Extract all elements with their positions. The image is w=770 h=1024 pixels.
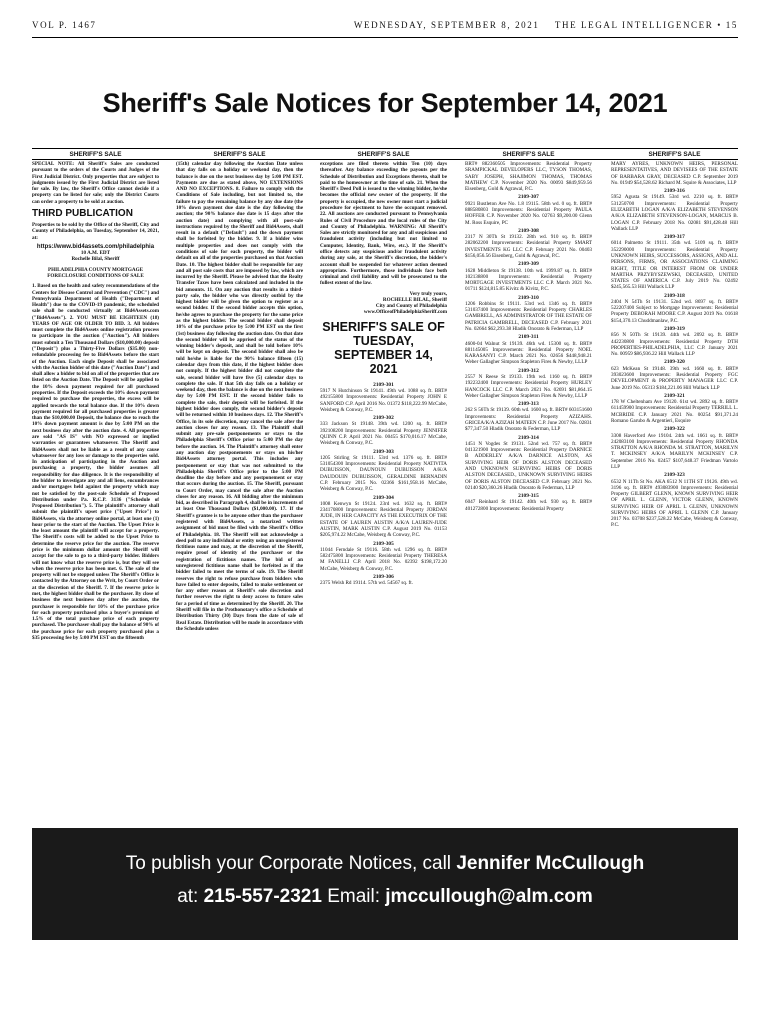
lot-continuation: MARY AYRES, UNKNOWN HEIRS, PERSONAL REPRESENTATIVES, AND DEVISEES OF THE ESTATE OF BARBARA GRAY, DECEASED C.P. September 2019 No. 01949 $54,528.62 Richard M. Squire & Associates, LLP [611, 161, 738, 186]
volume-label: VOL P. 1467 [32, 20, 97, 30]
lot-number: 2109-315 [518, 493, 539, 500]
lot-list-5 [611, 188, 738, 529]
lot-number: 2109-313 [518, 401, 539, 408]
lot-description: 623 McKean St 19148. 39th wd. 1660 sq. ft. BRT# 393023600 Improvements: Residential Property FGC DEVELOPMENT & PROPERTY MANAGER LLC C.P. June 2019 No. 05313 $184,221.06 Hill Wallack LLP [611, 365, 738, 391]
column-header-1: SHERIFF'S SALE [69, 151, 122, 158]
column-header-2: SHERIFF'S SALE [213, 151, 266, 158]
lot-number: 2109-323 [664, 472, 685, 479]
special-note: SPECIAL NOTE: All Sheriff's Sales are conducted pursuant to the orders of the Courts and Judges of the First Judicial District. Only properties that are subject to judgments issued by the First Judicial District are listed for sale. By law, the Sheriff's Office cannot decide if a property can be listed for sale; only the District Courts can order a property to be sold at auction. [32, 161, 159, 205]
lot-list-3 [320, 382, 447, 587]
advertisement-banner [32, 828, 738, 940]
column-2 [176, 161, 303, 809]
auction-url[interactable]: https://www.bid4assets.com/philadelphia [36, 243, 155, 250]
lot-description: 2317 N 30Th St 19132. 28th wd. 910 sq. ft. BRT# 282062200 Improvements: Residential Property SMART INVESTMENTS KG LLC C.P. February 2021 No. 00403 $156,056.56 Eisenberg, Gold & Agrawal, P.C. [465, 234, 592, 259]
lot-description: 1008 Kenwyn St 19124. 23rd wd. 1632 sq. ft. BRT# 234170800 Improvements: Residential Property JORDAN JUDE, IN HER CAPACITY AS THE EXECUTRIX OF THE ESTATE OF LAUREN AUSTIN A/K/A LAUREN-JUDE AUSTIN, MARK AUSTIN C.P. August 2019 No. 01153 $205,974.22 McCabe, Weisberg & Conway, P.C. [320, 500, 447, 539]
conditions-title: PHILADELPHIA COUNTY MORTGAGE FORECLOSURE CONDITIONS OF SALE [47, 266, 144, 279]
lot-description: 2557 N Reese St 19133. 19th wd. 1160 sq. ft. BRT# 192232400 Improvements: Residential Property HURLEY HANCOCK LLC C.P. March 2021 No. 02691 $81,864.15 Weber Gallagher Simpson Stapleton Fires & Newby, LLLP [465, 374, 592, 399]
banner-prefix: To publish your Corporate Notices, call [125, 853, 457, 874]
signoff-2: ROCHELLE BILAL, Sheriff [382, 296, 447, 303]
lot-number: 2109-304 [373, 494, 394, 501]
lot-description: 6532 N 11Th St No. AKA 6512 N 11TH ST 19126. 49th wd. 3196 sq. ft. BRT# 493083900 Improvements: Residential Property GILBERT GLENN, KNOWN SURVIVING HEIR OF APRIL L. GLENN, VICTOR GLENN, KNOWN SURVIVING HEIR OF APRIL L GLENN, UNKNOWN SURVIVING HEIRS OF APRIL L GLENN C.P. January 2017 No. 03708 $237,528.22 McCabe, Weisberg & Conway, P.C. [611, 478, 738, 529]
third-publication-heading: THIRD PUBLICATION [32, 207, 133, 219]
lot-description: 1205 Stirling St 19111. 53rd wd. 1376 sq. ft. BRT# 531054300 Improvements: Residential Property NATIVITA DUBUISSON, DAUNOUN DUBUISSON A/K/A DAUDOUIN DUBUISSON, GERALDINE BERNADIN C.P. February 2015 No. 02366 $161,958.16 McCabe, Weisberg & Conway, P.C. [320, 454, 447, 493]
column-header-rule-top [32, 148, 738, 149]
column-5 [611, 161, 738, 809]
lot-number: 2109-302 [373, 415, 394, 422]
banner-at: at: [177, 886, 204, 907]
lot-description: 1206 Robbins St 19111. 53rd wd. 1346 sq. ft. BRT# 531037400 Improvements: Residential Property CHARLES GAMBRELL, AS ADMINISTRATOR OF THE ESTATE OF PATRICIA GAMBRELL, DECEASED C.P. February 2021 No. 02664 $62,293.38 Hladik Onorato & Federman, LLP [465, 300, 592, 333]
lot-description: 4600-04 Walnut St 19139. 46th wd. 15300 sq. ft. BRT# 881145005 Improvements: Residential Property NOEL KARASANYI C.P. March 2021 No. 02656 $448,948.21 Weber Gallagher Simpson Stapleton Fires & Newby, LLLP [465, 340, 592, 366]
lot-list-4 [465, 194, 592, 512]
conditions-body: 1. Based on the health and safety recommendations of the Centers for Disease Control and Prevention ("CDC") and Pennsylvania Department of Health ("Department of Health") due to the COVID-19 pandemic, the scheduled sale shall be conducted virtually at Bid4Assets.com ("Bid4Assets"). 2. YOU MUST BE EIGHTEEN (18) YEARS OF AGE OR OLDER TO BID. 3. All bidders must complete the Bid4Assets online registration process to participate in the auction ("Auction"). All bidders must submit a Ten Thousand Dollars ($10,000.00) deposit ("Deposit") plus a Thirty-Five Dollars ($35.00) non-refundable processing fee to Bid4Assets before the start of the Auction. Each single Deposit shall be associated with the Auction bidder of this date ("Auction Date") and shall allow a bidder to bid on all of the properties that are listed on the Auction Date. The Deposit will be applied to the 10% down payment required for all purchased properties. If the Deposit exceeds the 10% down payment required to purchase the properties, the excess will be applied towards the total balance due. If the 10% down payment required for all purchased properties is greater than the $10,000.00 Deposit, the balance due to reach the 10% down payment amount is due by 5:00 PM on the next business day after the auction date. 4. All properties are sold "AS IS" with NO expressed or implied warranties or guarantees whatsoever. The Sheriff and Bid4Assets shall not be liable as a result of any cause whatsoever for any loss or damage to the properties sold. In anticipation of participating in the Auction and purchasing a property, the bidder assumes all responsibility for due diligence. It is the responsibility of the bidder to investigate any and all liens, encumbrances and/or mortgages held against the property which may not be satisfied by the post-sale Schedule of Proposed Distribution under Pa. R.C.P. 3136 ("Schedule of Proposed Distribution"). 5. The plaintiff's attorney shall submit the plaintiff's upset price ("Upset Price") to Bid4Assets, via the attorney online portal, at least one (1) hour prior to the start of the Auction. The Upset Price is the least amount the plaintiff will accept for a property. The Sheriff's costs will be added to the Upset Price to determine the reserve price for the auction. The reserve price is the minimum dollar amount the Sheriff will accept for the sale to go to a third-party bidder. Bidders will not know what the reserve price is, but they will see when the reserve price has been met. 6. The sale of the property will not be stopped unless The Sheriff's Office is contacted by the Attorney on the Writ, by Court Order or at the discretion of the Sheriff. 7. If the reserve price is met, the highest bidder shall be the purchaser. By close of business the next business day after the auction, the purchaser is responsible for 10% of the purchase price for each property purchased plus a buyer's premium of 1.5% of the total purchase price of each property purchased. The purchaser shall pay the balance of 90% of the purchase price for each property purchased plus a $35 processing fee by 5:00 PM EST on the fifteenth [32, 283, 159, 641]
third-publication-text: Properties to be sold by the Office of the Sheriff, City and County of Philadelphia, on Tuesday, September 14, 2021, at: [32, 221, 159, 241]
lot-description: 3308 Haverford Ave 19104. 24th wd. 1661 sq. ft. BRT# 242083100 Improvements: Residential Property RHONDA STRATTON A/K/A RHONDA M. STRATTON, MARILYN T. MCKINSEY A/K/A MARILYN MCKINSEY C.P. September 2016 No. 02457 $107,648.37 Friedman Vartolo LLP [611, 432, 738, 470]
column-1 [32, 161, 159, 809]
lot-description: 5917 N Hutchinson St 19141. 49th wd. 1088 sq. ft. BRT# 492155800 Improvements: Residential Property JOHN E SANFORD C.P. April 2016 No. 01372 $118,222.99 McCabe, Weisberg & Conway, P.C. [320, 388, 447, 413]
contact-phone[interactable]: 215-557-2321 [203, 886, 322, 907]
lot-number: 2109-301 [373, 381, 394, 388]
sale-date-heading: SHERIFF'S SALE OF TUESDAY, SEPTEMBER 14, 2021 [322, 319, 445, 376]
lot-number: 2109-311 [518, 334, 539, 341]
conditions-continued: (15th) calendar day following the Auction Date unless that day falls on a holiday or weekend day, then the balance is due on the next business day by 5:00 PM EST. Payments are due as stated above, NO EXTENSIONS AND NO EXCEPTIONS. 8. Failure to comply with the Conditions of Sale including, but not limited to, the failure to pay the remaining balance by any due date (the 10% down payment due date is the day following the auction; the 90% balance due date is 15 days after the auction date) and complying with all post-sale instructions required by the Sheriff and Bid4Assets, shall result in a default ("Default") and the down payment shall be forfeited by the bidder. 9. If a bidder wins multiple properties and does not comply with the conditions of sale for each property, the bidder will default on all of the properties purchased on that Auction Date. 10. The highest bidder shall be responsible for any and all post sale costs that are imposed by law, which are incurred by the Sheriff. Please be advised that the Realty Transfer Taxes have been calculated and included in the bid amounts. 11. On any auction that results in a third-party sale, the bidder who was directly outbid by the highest bidder will be given the option to register as a second bidder. If the second bidder accepts this option, he/she agrees to purchase the property for the same price as the highest bidder. The second bidder shall deposit 10% of the purchase price by 5:00 PM EST on the first (1st) business day following the auction date. On that date the second bidder will be apprised of the status of the winning bidder's deposit, and shall be told before 10% will be kept on deposit. The second bidder shall also be told he/she is liable for the 90% balance fifteen (15) calendar days from this date, if the highest bidder does not comply. If the highest bidder did not complete the sale, second bidder will have five (5) calendar days to complete the sale. If that 5th day falls on a holiday or weekend day, then the balance is due on the next business day by 5:00 PM EST. If the second bidder fails to complete the sale, their deposit will be forfeited. If the highest bidder does comply, the second bidder's deposit will be returned within 10 business days. 12. The Sheriff's Office, in its sole discretion, may cancel the sale after the auction closes for any reason. 13. The Plaintiff shall submit any pre-sale postponements or stays to the Philadelphia Sheriff's Office prior to 5:00 PM the day before the auction. 14. The Plaintiff's attorney shall enter any auction day postponements or stays on his/her Bid4Assets attorney portal. This includes any postponement or stay that was not submitted to the Philadelphia Sheriff's Office prior to the 5:00 PM deadline the day before and any postponement or stay that occurs during the auction. 15. The Sheriff, pursuant to Court Order, may cancel the sale after the Auction closes for any reason. 16. All bidding after the minimum bid, as described in Paragraph 4, shall be in increments of at least One Thousand Dollars ($1,000.00). 17. If the Sheriff's grantee is to be anyone other than the purchaser registered with Bid4Assets, a notarized written assignment of bid must be filed with the Sheriff's Office of Philadelphia. 18. The Sheriff will not acknowledge a deed poll to any individual or entity using an unregistered fictitious name and may, at the discretion of the Sheriff, require proof of identity of the purchaser or the registration of fictitious names. The bid of an unregistered fictitious name shall be forfeited as if the bidder failed to meet the terms of sale. 19. The Sheriff reserves the right to refuse purchase from bidders who have failed to enter deposits, failed to make settlement or for any other reason at Sheriff's sole discretion and further reserves the right to deny access to future sales for a period of time as determined by the Sheriff. 20. The Sheriff will file in the Prothonotary's office a Schedule of Distribution Thirty (30) Days from the date of sale of Real Estate. Distribution will be made in accordance with the Schedule unless [176, 161, 303, 632]
paper-name: THE LEGAL INTELLIGENCER • 15 [554, 20, 738, 30]
lot-number: 2109-306 [373, 573, 394, 580]
lot-number: 2109-316 [664, 188, 685, 195]
lot-description: 6014 Palmetto St 19111. 35th wd. 5109 sq. ft. BRT# 352290000 Improvements: Residential Property UNKNOWN HEIRS, SUCCESSORS, ASSIGNS, AND ALL PERSONS, FIRMS, OR ASSOCIATIONS CLAIMING RIGHT, TITLE OR INTEREST FROM OR UNDER MARTHA PRZYBYSZEWSKI, DECEASED, UNITED STATES OF AMERICA C.P. July 2019 No. 02492 $245,565.53 Hill Wallack LLP [611, 240, 738, 291]
page-title: Sheriff's Sale Notices for September 14, 2021 [102, 88, 668, 118]
lot-number: 2109-305 [373, 540, 394, 547]
banner-line-2 [32, 886, 738, 908]
lot-number: 2109-309 [518, 261, 539, 268]
lot-number: 2109-320 [664, 359, 685, 366]
lot-number: 2109-310 [518, 294, 539, 301]
lot-number: 2109-322 [664, 426, 685, 433]
signoff-1: Very truly yours, [409, 290, 447, 297]
column-header-4: SHERIFF'S SALE [502, 151, 555, 158]
lot-description: 2375 Welsh Rd 19114. 57th wd. 54567 sq. ft. [320, 580, 413, 587]
column-4 [465, 161, 592, 809]
lot-number: 2109-317 [664, 234, 685, 241]
lot-number: 2109-314 [518, 434, 539, 441]
signoff-3: City and County of Philadelphia [375, 303, 447, 310]
lot-number: 2109-321 [664, 392, 685, 399]
column-header-rule-bottom [32, 159, 738, 160]
column-header-5: SHERIFF'S SALE [648, 151, 701, 158]
lot-description: 178 W Cheltenham Ave 19120. 61st wd. 2892 sq. ft. BRT# 611459900 Improvements: Residential Property TERRILL L. MCBRIDE C.P. January 2021 No. 00254 $91,371.24 Romano Garubo & Argentieri, Esquire [611, 399, 738, 424]
lot-description: 856 N 50Th St 19139. 44th wd. 2092 sq. ft. BRT# 442230800 Improvements: Residential Property DTH PROPERTIES-PHILADELPHIA, LLC C.P. January 2021 No. 00959 $86,936.22 Hill Wallack LLP [611, 332, 738, 358]
column-3 [320, 161, 447, 809]
issue-date: WEDNESDAY, SEPTEMBER 8, 2021 [353, 20, 540, 30]
lot-number: 2109-307 [518, 194, 539, 201]
lot-description: 2404 N 54Th St 19131. 52nd wd. 8697 sq. ft. BRT# 522207400 Subject to Mortgage Improvements: Residential Property DEBORAH MOORE C.P. August 2019 No. 01618 $154,370.13 Chuddmanlaw, P.C. [611, 298, 738, 324]
lot-description: 5952 Agusta St 19149. 53rd wd. 2210 sq. ft. BRT# 531250700 Improvements: Residential Property ELIZABETH LOGAN A/K/A ELIZABETH STEVENSON A/K/A ELIZABETH STEVENSON-LOGAN, MARCUS B. LOGAN C.P. February 2018 No. 02081 $91,428.48 Hill Wallack LLP [611, 194, 738, 232]
lot-description: 333 Jackson St 19148. 39th wd. 1200 sq. ft. BRT# 392108200 Improvements: Residential Property JENNIFER QUINN C.P. April 2021 No. 00455 $170,016.17 McCabe, Weisberg & Conway, P.C. [320, 421, 447, 447]
signoff-4: www.OfficeofPhiladelphiaSheriff.com [363, 309, 447, 316]
header-rule [32, 37, 738, 38]
conditions-end: exceptions are filed thereto within Ten (10) days thereafter. Any balance exceeding the payouts per the Schedule of Distribution and Exceptions thereto, shall be paid to the homeowner at the time of sale. 21. When the Sheriff's Deed Poll is issued to the winning bidder, he/she becomes the official new owner of the property. If the property is occupied, the new owner must start a judicial procedure for ejectment to have the occupant removed. 22. All auctions are conducted pursuant to Pennsylvania Rules of Civil Procedure and the local rules of the City and County of Philadelphia. WARNING: All Sheriff's Sales are strictly monitored for any and all suspicious and fraudulent activity (including but not limited to Computer, Identity, Bank, Wire, etc.). If the Sheriff's office detects any suspicious and/or fraudulent activity during any sale, at the Sheriff's discretion, the bidder's account shall be suspended for whatever action deemed appropriate. Furthermore, those individuals face both criminal and civil liability and will be prosecuted to the fullest extent of the law. [320, 161, 447, 287]
page-header [32, 20, 738, 36]
lot-number: 2109-308 [518, 227, 539, 234]
lot-description: 6047 Reinhard St 19142. 40th wd. 930 sq. ft. BRT# 401272800 Improvements: Residential Property [465, 499, 592, 512]
issue-date-and-paper [354, 20, 738, 30]
banner-line-1 [32, 853, 738, 875]
lot-continuation: BRT# 882360505 Improvements: Residential Property SRAMPICKAL DEVELOPERS LLC, TYSON THOMAS, SABY JOSEPH, SHAJIMON THOMAS, THOMAS MATHEW C.P. November 2020 No. 00093 $849,959.56 Eisenberg, Gold & Agrawal, P.C. [465, 161, 592, 193]
lot-description: 262 S 56Th St 19139. 60th wd. 1600 sq. ft. BRT# 603151600 Improvements: Residential Property AZIZAHS. GRICEA/K/A AZIZAH MATEEN C.P. June 2017 No. 02831 $77,347.50 Hladik Onorato & Federman, LLP [465, 407, 592, 433]
lot-description: 9921 Bustleton Ave No. 1.8 19115. 58th wd. 0 sq. ft. BRT# 888580803 Improvements: Residential Property PAULA HOFFER C.P. November 2020 No. 02763 $9,200.00 Glenn M. Ross Esquire, PC [465, 200, 592, 226]
contact-email[interactable]: jmccullough@alm.com [385, 886, 593, 907]
column-header-3: SHERIFF'S SALE [357, 151, 410, 158]
sheriff-name: Rochelle Bilal, Sheriff [71, 256, 120, 263]
banner-email-label: Email: [321, 886, 386, 907]
lot-description: 1628 Middleton St 19138. 10th wd. 1999.87 sq. ft. BRT# 102138800 Improvements: Residential Property MORTGAGE INVESTMENTS LLC C.P. March 2021 No. 01711 $124,815.85 Kivitz & Kivitz, P.C. [465, 267, 592, 293]
lot-description: 1451 N Vogdes St 19131. 52nd wd. 757 sq. ft. BRT# 041321900 Improvements: Residential Property DARNICE B ADDERLEY A/K/A DARNICE ALSTON, AS SURVIVING HEIR OF DORIS ALSTON DECEASED AND UNKNOWN SURVIVING HEIRS OF DORIS ALSTON DECEASED., UNKNOWN SURVIVING HEIRS OF DORIS ALSTON DECEASED C.P. February 2021 No. 02140 $20,360.26 Hladik Onorato & Federman, LLP [465, 440, 592, 491]
lot-number: 2109-319 [664, 326, 685, 333]
lot-number: 2109-312 [518, 367, 539, 374]
lot-description: 11044 Ferndale St 19116. 58th wd. 1296 sq. ft. BRT# 582475800 Improvements: Residential Property THERESA M FANELLI C.P. April 2018 No. 02392 $198,172.20 McCabe, Weisberg & Conway, P.C. [320, 546, 447, 572]
auction-time: 10 A.M. EDT [80, 250, 111, 257]
contact-name: Jennifer McCullough [456, 853, 645, 874]
lot-number: 2109-303 [373, 448, 394, 455]
lot-number: 2109-318 [664, 292, 685, 299]
